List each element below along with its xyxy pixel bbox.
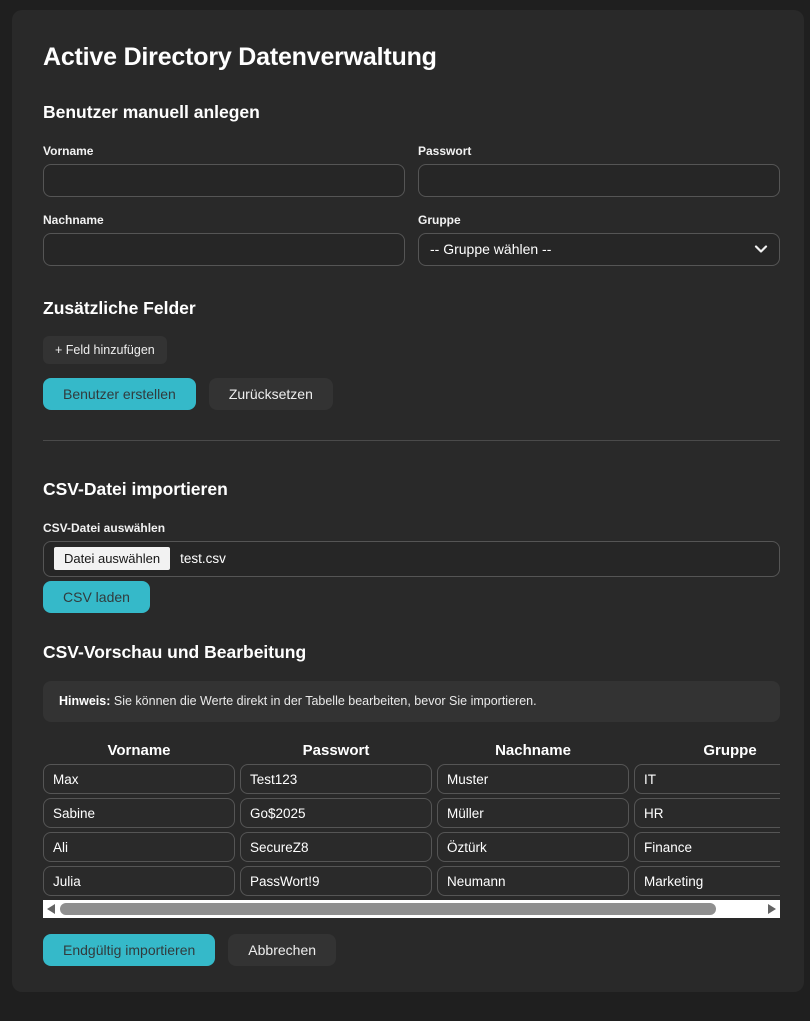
- csv-table-body: [43, 764, 780, 896]
- csv-cell-input[interactable]: [43, 832, 235, 862]
- csv-cell-input[interactable]: [634, 866, 780, 896]
- section-divider: [43, 440, 780, 441]
- csv-cell-input[interactable]: [634, 798, 780, 828]
- hint-label: Hinweis:: [59, 694, 111, 708]
- table-header-cell: Vorname: [107, 742, 171, 759]
- horizontal-scrollbar[interactable]: [43, 900, 780, 918]
- vorname-label: Vorname: [43, 143, 94, 158]
- csv-cell-input[interactable]: [240, 764, 432, 794]
- nachname-label: Nachname: [43, 212, 104, 227]
- hint-box: [43, 681, 780, 722]
- gruppe-label: Gruppe: [418, 212, 461, 227]
- csv-file-label: CSV-Datei auswählen: [43, 520, 166, 535]
- nachname-field-group: [43, 213, 405, 266]
- preview-section-heading: CSV-Vorschau und Bearbeitung: [43, 641, 307, 662]
- csv-cell-input[interactable]: [437, 764, 629, 794]
- passwort-field-group: [418, 144, 780, 197]
- table-header-cell: Nachname: [495, 742, 571, 759]
- cancel-button[interactable]: Abbrechen: [228, 934, 336, 966]
- scrollbar-thumb[interactable]: [60, 903, 716, 915]
- manual-section-heading: Benutzer manuell anlegen: [43, 101, 260, 122]
- manual-user-form: [43, 144, 780, 266]
- create-user-button[interactable]: Benutzer erstellen: [43, 378, 196, 410]
- nachname-input[interactable]: [43, 233, 405, 266]
- main-card: [12, 10, 804, 992]
- add-field-button[interactable]: + Feld hinzufügen: [43, 336, 167, 364]
- table-row: [43, 764, 780, 794]
- csv-table-header: [43, 742, 780, 760]
- scroll-right-arrow-icon[interactable]: [768, 904, 776, 914]
- vorname-input[interactable]: [43, 164, 405, 197]
- csv-cell-input[interactable]: [634, 832, 780, 862]
- load-csv-button[interactable]: CSV laden: [43, 581, 150, 613]
- csv-cell-input[interactable]: [240, 832, 432, 862]
- table-row: [43, 832, 780, 862]
- table-header-cell: Passwort: [302, 742, 370, 759]
- csv-cell-input[interactable]: [634, 764, 780, 794]
- csv-file-input[interactable]: [43, 541, 780, 577]
- table-header-cell: Gruppe: [703, 742, 757, 759]
- csv-cell-input[interactable]: [43, 764, 235, 794]
- csv-cell-input[interactable]: [437, 866, 629, 896]
- csv-cell-input[interactable]: [43, 866, 235, 896]
- table-row: [43, 798, 780, 828]
- csv-table: [43, 742, 780, 896]
- vorname-field-group: [43, 144, 405, 197]
- selected-file-name: test.csv: [180, 551, 226, 567]
- import-section-heading: CSV-Datei importieren: [43, 478, 228, 499]
- table-row: [43, 866, 780, 896]
- passwort-input[interactable]: [418, 164, 780, 197]
- csv-cell-input[interactable]: [240, 798, 432, 828]
- csv-table-container: [43, 742, 780, 918]
- gruppe-field-group: [418, 213, 780, 266]
- choose-file-button[interactable]: Datei auswählen: [54, 547, 170, 570]
- page-title: Active Directory Datenverwaltung: [43, 43, 437, 71]
- passwort-label: Passwort: [418, 143, 472, 158]
- csv-cell-input[interactable]: [437, 798, 629, 828]
- csv-cell-input[interactable]: [437, 832, 629, 862]
- csv-cell-input[interactable]: [43, 798, 235, 828]
- reset-button[interactable]: Zurücksetzen: [209, 378, 333, 410]
- csv-cell-input[interactable]: [240, 866, 432, 896]
- final-import-button[interactable]: Endgültig importieren: [43, 934, 215, 966]
- hint-text: Sie können die Werte direkt in der Tabelle bearbeiten, bevor Sie importieren.: [110, 694, 537, 708]
- gruppe-select[interactable]: [418, 233, 780, 266]
- scroll-left-arrow-icon[interactable]: [47, 904, 55, 914]
- extra-fields-heading: Zusätzliche Felder: [43, 297, 196, 318]
